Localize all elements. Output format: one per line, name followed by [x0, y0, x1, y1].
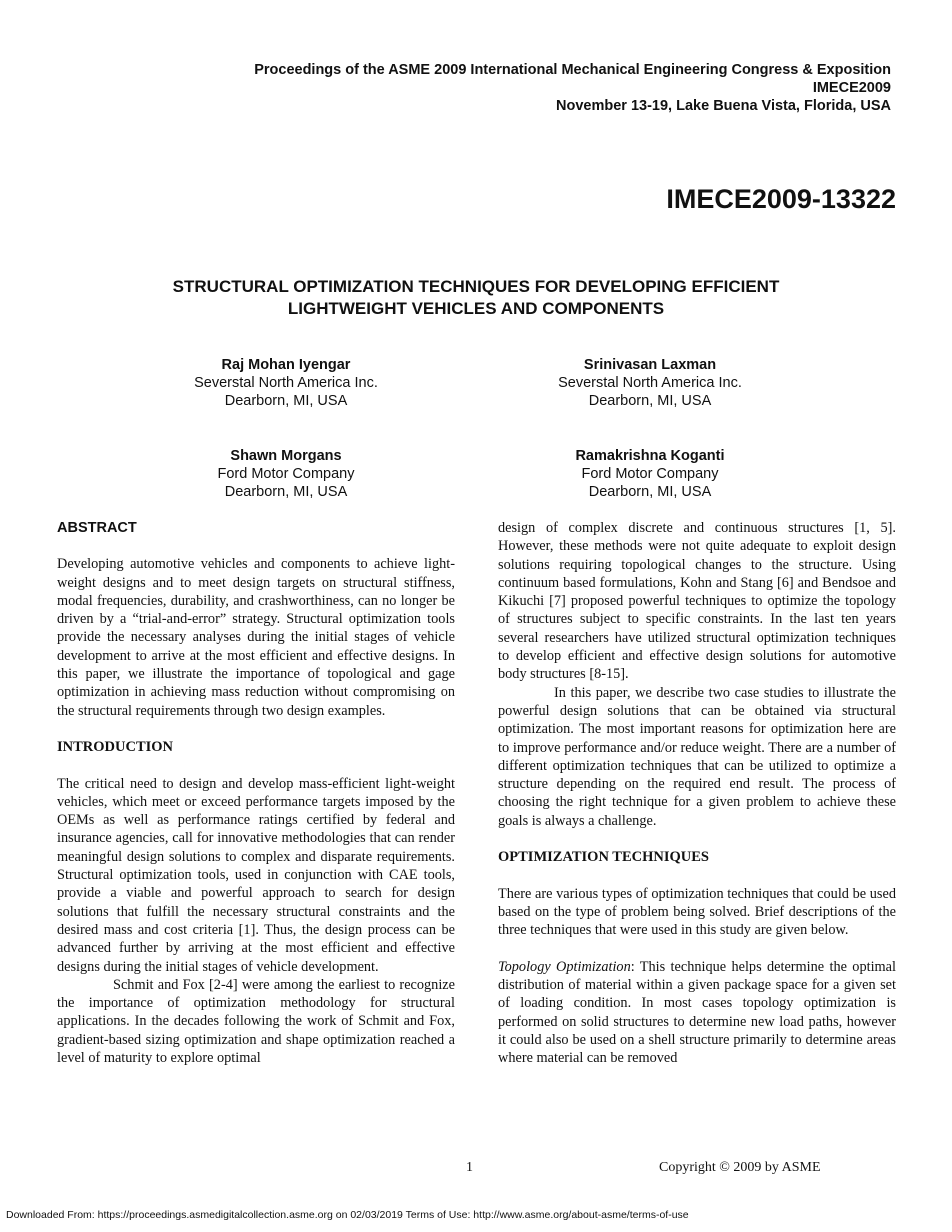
proceedings-header	[91, 61, 891, 115]
author-name: Raj Mohan Iyengar	[221, 357, 351, 373]
introduction-paragraph: In this paper, we describe two case studies to illustrate the powerful design solutions that can be obtained via structural optimization. The most important reasons for optimization here are to improve performance and/or reduce weight. There are a number of different optimization techniques that can be utilized to optimize a structure depending on the required end result. The process of choosing the right technique for a given problem to achieve these goals is always a challenge.	[498, 684, 896, 829]
author-name: Ramakrishna Koganti	[575, 448, 725, 464]
paper-id: IMECE2009-13322	[666, 184, 896, 214]
introduction-paragraph-continued: design of complex discrete and continuous structures [1, 5]. However, these methods were not quite adequate to exploit design solutions requiring topological changes to the structure. Using continuum based formulations, Kohn and Stang [6] and Bendsoe and Kikuchi [7] proposed powerful techniques to optimize the topology of structures subject to specific constraints. In the last ten years several researchers have utilized structural optimization techniques to develop efficient and effective design solutions for automotive body structures [8-15].	[498, 520, 896, 683]
optimization-paragraph: There are various types of optimization techniques that could be used based on the type of problem being solved. Brief descriptions of the three techniques that were used in this study are given below.	[498, 885, 896, 939]
topology-term: Topology Optimization	[498, 958, 631, 975]
title-line: STRUCTURAL OPTIMIZATION TECHNIQUES FOR DEVELOPING EFFICIENT	[172, 277, 780, 296]
proceedings-line: November 13-19, Lake Buena Vista, Florida, USA	[556, 98, 891, 114]
optimization-heading: OPTIMIZATION TECHNIQUES	[498, 849, 709, 866]
author-block	[136, 447, 436, 501]
author-affiliation: Ford Motor Company	[581, 466, 719, 482]
author-affiliation: Severstal North America Inc.	[194, 375, 378, 391]
author-location: Dearborn, MI, USA	[588, 393, 712, 409]
right-column	[498, 519, 896, 1068]
author-name: Srinivasan Laxman	[583, 357, 717, 373]
author-affiliation: Severstal North America Inc.	[558, 375, 742, 391]
copyright-notice: Copyright © 2009 by ASME	[659, 1160, 821, 1175]
introduction-heading: INTRODUCTION	[57, 739, 174, 756]
author-block	[500, 356, 800, 410]
author-name: Shawn Morgans	[230, 448, 342, 464]
author-location: Dearborn, MI, USA	[224, 393, 348, 409]
author-block	[500, 447, 800, 501]
abstract-heading: ABSTRACT	[57, 520, 137, 536]
introduction-paragraph: The critical need to design and develop mass-efficient light-weight vehicles, which meet or exceed performance targets imposed by the OEMs as well as performance ratings certified by federal and insurance agencies, call for innovative methodologies that can render meaningful design solutions to complex and disparate requirements. Structural optimization tools, used in conjunction with CAE tools, provide a viable and powerful approach to search for design solutions that fulfill the necessary structural constraints and the desired mass and cost criteria [1]. Thus, the design process can be advanced further by arriving at the most efficient and effective designs during the initial stages of vehicle development.	[57, 775, 455, 975]
topology-paragraph	[498, 958, 896, 1068]
author-block	[136, 356, 436, 410]
paper-title	[60, 276, 892, 320]
author-affiliation: Ford Motor Company	[217, 466, 355, 482]
proceedings-line: Proceedings of the ASME 2009 International Mechanical Engineering Congress & Exposition	[254, 62, 891, 78]
download-footer: Downloaded From: https://proceedings.asmedigitalcollection.asme.org on 02/03/2019 Terms of Use: http://www.asme.org/about-asme/terms-of-use	[6, 1209, 689, 1221]
author-location: Dearborn, MI, USA	[224, 484, 348, 500]
introduction-paragraph: Schmit and Fox [2-4] were among the earliest to recognize the importance of optimization methodology for structural applications. In the decades following the work of Schmit and Fox, gradient-based sizing optimization and shape optimization reached a level of maturity to explore optimal	[57, 976, 455, 1067]
title-line: LIGHTWEIGHT VEHICLES AND COMPONENTS	[287, 299, 665, 318]
author-location: Dearborn, MI, USA	[588, 484, 712, 500]
page-number: 1	[466, 1160, 473, 1175]
left-column	[57, 519, 455, 1067]
proceedings-line: IMECE2009	[812, 80, 891, 96]
abstract-text: Developing automotive vehicles and components to achieve light-weight designs and to meet design targets on structural stiffness, modal frequencies, durability, and crashworthiness, can no longer be driven by a “trial-and-error” strategy. Structural optimization tools provide the necessary analyses during the initial stages of vehicle development to arrive at the most efficient and effective designs. In this paper, we illustrate the importance of topological and gage optimization in achieving mass reduction without compromising on the structural requirements through two design examples.	[57, 556, 455, 719]
topology-text: : This technique helps determine the optimal distribution of material within a given package space for a given set of loading condition. In most cases topology optimization is performed on solid structures to determine new load paths, however it could also be used on a shell structure primarily to determine areas where material can be removed	[498, 958, 896, 1067]
